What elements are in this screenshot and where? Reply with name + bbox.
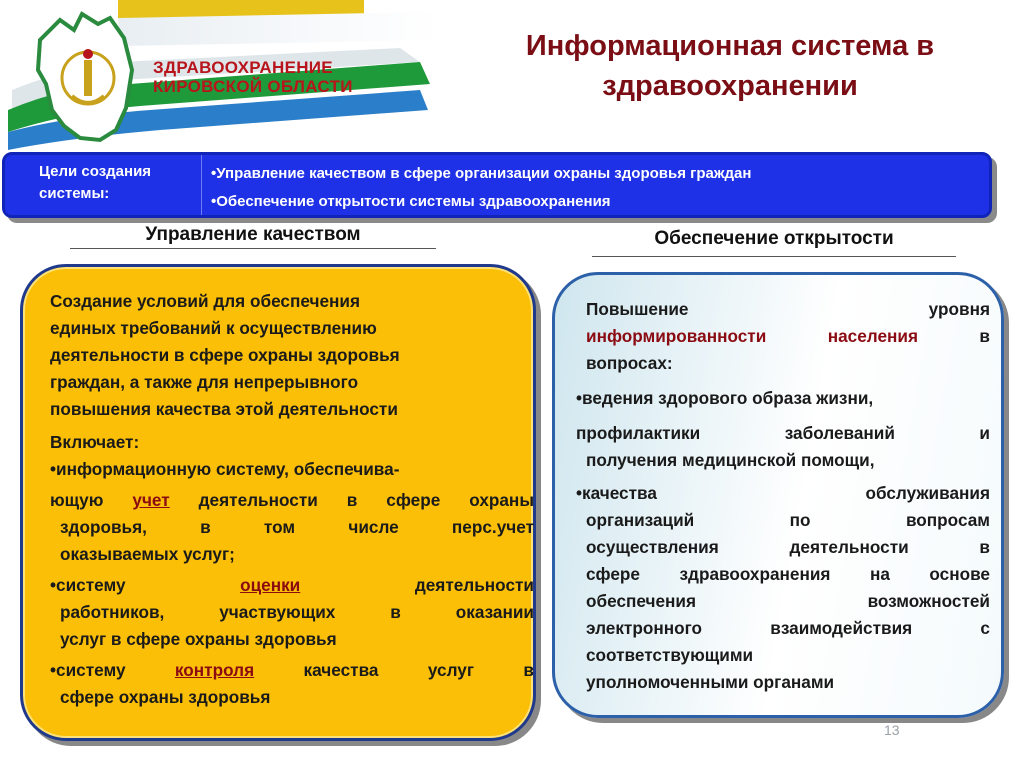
- page-number: 13: [884, 722, 900, 738]
- openness-text: Повышение уровня информированности населения в вопросах: •ведения здорового образа жизни, профилактики заболеваний и получения медицинской помощи, •качества обслуживания организаций по вопросам осуществления деятельности в сфере здравоохранения на основе обеспечения возможностей электронного взаимодействия с соответствующими уполномоченными органами: [576, 299, 990, 692]
- bullet-info-system: •информационную систему, обеспечива-: [50, 459, 400, 479]
- goals-divider: [201, 155, 202, 215]
- bullet-healthy-life: •ведения здорового образа жизни,: [576, 388, 874, 408]
- logo-text: ЗДРАВООХРАНЕНИЕ КИРОВСКОЙ ОБЛАСТИ: [153, 58, 353, 96]
- keyword-kontrolya: контроля: [174, 660, 255, 680]
- quality-heading: Управление качеством: [70, 224, 436, 249]
- bullet-control: •систему контроля качества услуг в: [50, 660, 534, 680]
- bullet-service-quality: •качества обслуживания: [576, 483, 990, 503]
- openness-heading: Обеспечение открытости: [592, 228, 956, 257]
- bullet-evaluation: •систему оценки деятельности: [50, 575, 534, 595]
- goals-banner: [2, 152, 992, 218]
- page-title: Информационная система в здравоохранении: [525, 30, 935, 102]
- quality-text: Создание условий для обеспечения единых требований к осуществлению деятельности в сфере охраны здоровья граждан, а также для непрерывного повышения качества этой деятельности Включает: •информационную систему, обеспечива- ющую учет деятельности в сфере охраны здоровья, в том числе перс.учет оказываемых услуг; •систему оценки деятельности работников, участвующих в оказании услуг в сфере охраны здоровья •систему контроля качества услуг в сфере охраны здоровья: [50, 291, 534, 707]
- goals-label: Цели создания системы:: [39, 163, 152, 202]
- keyword-informirovannost: информированности населения: [586, 326, 918, 346]
- keyword-otsenki: оценки: [240, 575, 301, 595]
- goal-item: •Обеспечение открытости системы здравоохранения: [211, 193, 611, 210]
- goal-item: •Управление качеством в сфере организации охраны здоровья граждан: [211, 165, 752, 182]
- keyword-uchet: учет: [132, 490, 170, 510]
- goals-list: [211, 160, 751, 216]
